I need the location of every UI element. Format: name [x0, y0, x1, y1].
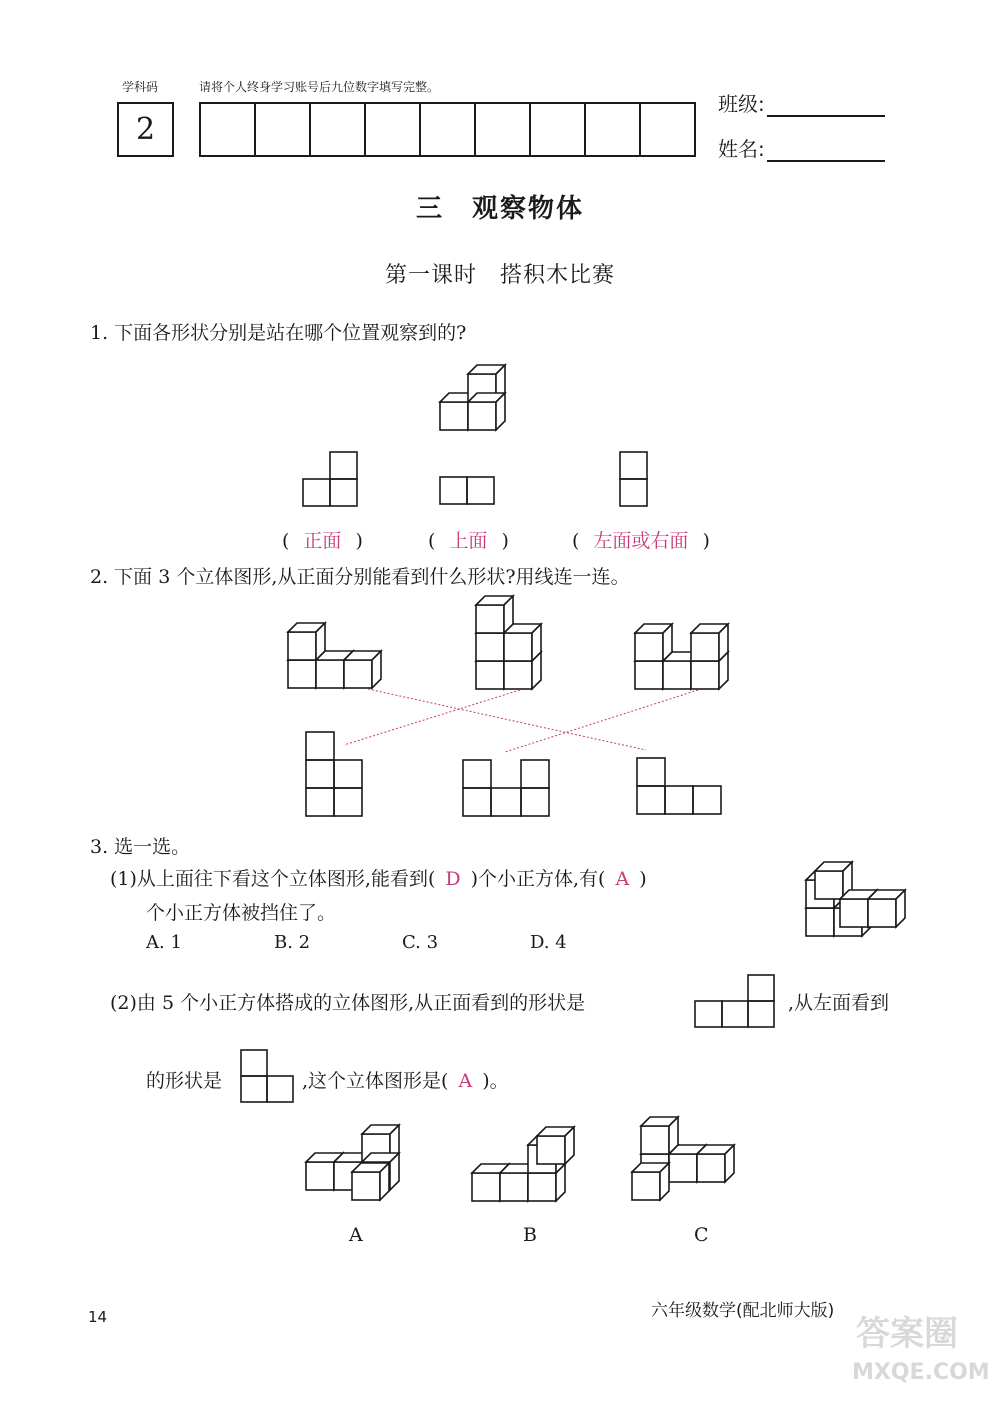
unit-title: 三 观察物体 — [415, 194, 584, 224]
lesson-title: 第一课时 搭积木比赛 — [384, 263, 615, 288]
choice-option-a: A. 1 — [146, 932, 182, 953]
q3-2-option-c-figure — [632, 1117, 734, 1200]
q2-solid-1 — [288, 623, 381, 688]
watermark-url: MXQE.COM — [852, 1360, 990, 1385]
q3-2-option-a-figure — [306, 1125, 399, 1200]
q2-view-1 — [306, 732, 362, 816]
question-3-1-line2: 个小正方体被挡住了。 — [146, 902, 337, 924]
q3-2-front-view — [695, 975, 774, 1027]
choice-option-b: B. 2 — [274, 932, 311, 953]
account-hint: 请将个人终身学习账号后九位数字填写完整。 — [199, 80, 440, 94]
watermark-logo: 答案圈 — [856, 1314, 958, 1354]
q1-solid-figure — [440, 365, 505, 430]
q1-answer-1: ( 正面 ) — [282, 530, 363, 552]
option-label-c: C — [694, 1224, 709, 1246]
q1-view-side — [620, 452, 647, 506]
subject-code-label: 学科码 — [122, 80, 159, 94]
q1-view-top — [440, 477, 494, 504]
subject-code-box: 2 — [117, 102, 174, 157]
class-label: 班级: — [718, 92, 765, 116]
question-3-2-line1a: (2)由 5 个小正方体搭成的立体图形,从正面看到的形状是 — [110, 992, 586, 1014]
q1-view-front — [303, 452, 357, 506]
option-label-b: B — [523, 1224, 537, 1246]
q1-answer-2: ( 上面 ) — [428, 530, 509, 552]
book-name: 六年级数学(配北师大版) — [651, 1301, 835, 1321]
q3-1-solid — [806, 862, 905, 936]
q2-solid-3 — [635, 624, 728, 689]
q2-view-2 — [463, 760, 549, 816]
choice-option-c: C. 3 — [402, 932, 439, 953]
question-3-2-line2b: ,这个立体图形是( A )。 — [302, 1070, 509, 1092]
name-label: 姓名: — [718, 137, 765, 161]
question-3-2-line1b: ,从左面看到 — [788, 992, 890, 1014]
option-label-a: A — [349, 1224, 363, 1246]
question-3-2-line2a: 的形状是 — [146, 1070, 223, 1092]
choice-option-d: D. 4 — [530, 932, 567, 953]
q2-view-3 — [637, 758, 721, 814]
q2-match-lines — [344, 689, 698, 752]
question-3-text: 3. 选一选。 — [90, 836, 191, 858]
q3-2-option-b-figure — [472, 1127, 574, 1201]
question-2-text: 2. 下面 3 个立体图形,从正面分别能看到什么形状?用线连一连。 — [90, 566, 630, 588]
q2-solid-2 — [476, 596, 541, 689]
question-1-text: 1. 下面各形状分别是站在哪个位置观察到的? — [90, 322, 467, 344]
page-number: 14 — [88, 1308, 108, 1326]
q3-1-answer-visible: D — [445, 868, 461, 890]
q1-answer-3: ( 左面或右面 ) — [572, 530, 710, 552]
q3-2-left-view — [241, 1050, 293, 1102]
question-3-1-line1: (1)从上面往下看这个立体图形,能看到( D )个小正方体,有( A ) — [110, 868, 647, 890]
q3-2-answer: A — [458, 1070, 473, 1092]
q3-1-answer-hidden: A — [615, 868, 630, 890]
